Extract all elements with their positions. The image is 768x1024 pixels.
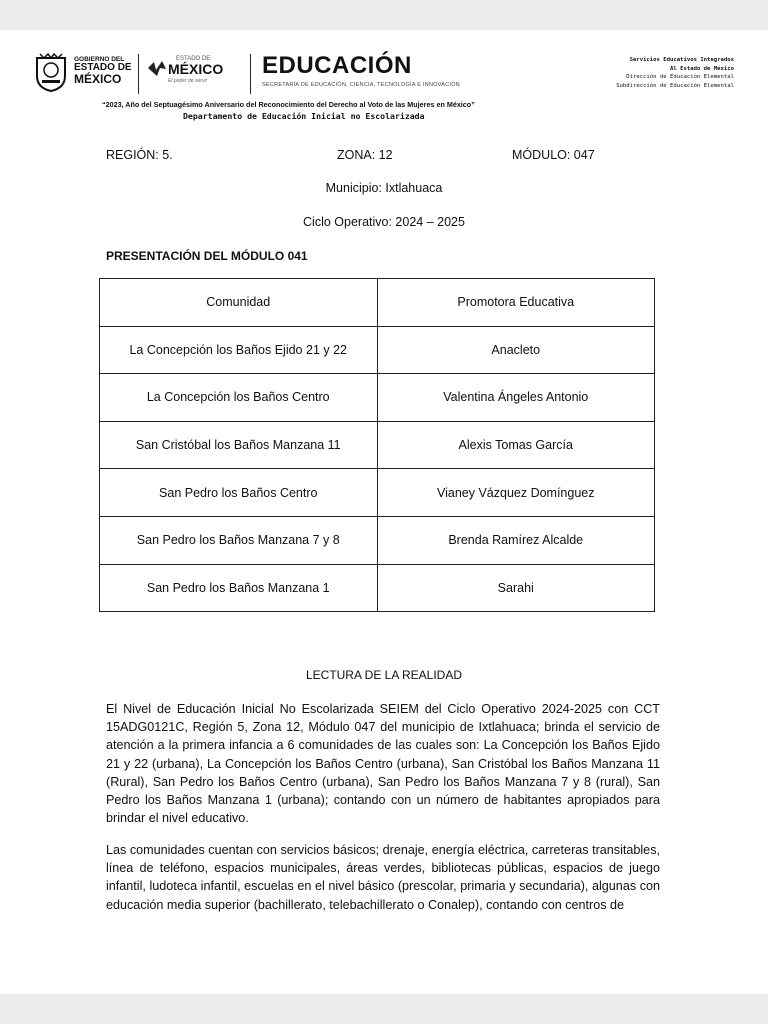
- community-cell: San Cristóbal los Baños Manzana 11: [100, 421, 378, 469]
- document-page: [0, 30, 768, 994]
- header-divider: [250, 54, 251, 94]
- motto-line: “2023, Año del Septuagésimo Aniversario del Reconocimiento del Derecho al Voto de las Mujeres en México”: [102, 100, 475, 109]
- municipio-label: Municipio: Ixtlahuaca: [325, 181, 443, 195]
- community-cell: San Pedro los Baños Manzana 7 y 8: [100, 516, 378, 564]
- gob-line-3: MÉXICO: [74, 72, 122, 86]
- community-cell: San Pedro los Baños Centro: [100, 469, 378, 517]
- table-row: [100, 516, 655, 564]
- region-label: REGIÓN: 5.: [106, 148, 173, 162]
- seiem-line-1: Servicios Educativos Integrados: [629, 57, 734, 63]
- table-row: [100, 326, 655, 374]
- ciclo-label: Ciclo Operativo: 2024 – 2025: [303, 215, 465, 229]
- promotora-cell: Valentina Ángeles Antonio: [377, 374, 655, 422]
- table-row: [100, 374, 655, 422]
- gob-line-1: GOBIERNO DEL: [74, 56, 125, 63]
- promotora-cell: Alexis Tomas García: [377, 421, 655, 469]
- table-row: [100, 564, 655, 612]
- state-seal-icon: [34, 52, 68, 92]
- column-header: Comunidad: [100, 279, 378, 327]
- paragraph-1: El Nivel de Educación Inicial No Escolarizada SEIEM del Ciclo Operativo 2024-2025 con CCT 15ADG0121C, Región 5, Zona 12, Módulo 047 del municipio de Ixtlahuaca; brinda el servicio de atención a la primera infancia a 6 comunidades de las cuales son: La Concepción los Baños Ejido 21 y 22 (urbana), La Concepción los Baños Centro (urbana), San Cristóbal los Baños Manzana 11 (Rural), San Pedro los Baños Centro (urbana), San Pedro los Baños Manzana 7 y 8 (rural), San Pedro los Baños Manzana 1 (urbana); contando con un número de habitantes apropiados para brindar el nivel educativo.: [106, 702, 660, 826]
- edomex-subtitle: El poder de servir: [168, 78, 208, 84]
- viewer-top-band: [0, 0, 768, 30]
- module-table: [99, 278, 655, 612]
- promotora-cell: Brenda Ramírez Alcalde: [377, 516, 655, 564]
- seiem-line-4: Subdirección de Educación Elemental: [616, 82, 734, 89]
- table-header-row: [100, 279, 655, 327]
- promotora-cell: Anacleto: [377, 326, 655, 374]
- edomex-name: MÉXICO: [168, 61, 224, 77]
- header-divider: [138, 54, 139, 94]
- promotora-cell: Vianey Vázquez Domínguez: [377, 469, 655, 517]
- education-subtitle: SECRETARÍA DE EDUCACIÓN, CIENCIA, TECNOLOGÍA E INNOVACIÓN: [262, 82, 460, 88]
- viewer-bottom-band: [0, 994, 768, 1024]
- community-cell: San Pedro los Baños Manzana 1: [100, 564, 378, 612]
- edomex-emblem-icon: [146, 58, 168, 80]
- zona-label: ZONA: 12: [337, 148, 393, 162]
- gobierno-logo-text: [74, 56, 132, 85]
- table-row: [100, 469, 655, 517]
- department-name: Departamento de Educación Inicial no Escolarizada: [183, 111, 425, 121]
- seiem-block: [616, 56, 734, 90]
- edomex-logo: [146, 56, 236, 96]
- seiem-line-2: Al Estado de México: [670, 65, 734, 72]
- paragraph-2: Las comunidades cuentan con servicios básicos; drenaje, energía eléctrica, carreteras transitables, línea de teléfono, espacios municipales, áreas verdes, bibliotecas públicas, espacios de juego infantil, ludoteca infantil, escuelas en el nivel básico (prescolar, primaria y secundaria), algunas con educación media superior (bachillerato, telebachillerato o Conalep), contando con centros de: [106, 843, 660, 912]
- education-title: EDUCACIÓN: [262, 52, 412, 79]
- table-row: [100, 421, 655, 469]
- community-cell: La Concepción los Baños Ejido 21 y 22: [100, 326, 378, 374]
- promotora-cell: Sarahi: [377, 564, 655, 612]
- seiem-line-3: Dirección de Educación Elemental: [626, 74, 734, 80]
- column-header: Promotora Educativa: [377, 279, 655, 327]
- edomex-small-text: ESTADO DE: [176, 56, 211, 62]
- letterhead: [34, 48, 734, 108]
- gob-line-2: ESTADO DE: [74, 62, 132, 73]
- presentation-title: PRESENTACIÓN DEL MÓDULO 041: [106, 249, 308, 263]
- modulo-label: MÓDULO: 047: [512, 148, 595, 162]
- lectura-title: LECTURA DE LA REALIDAD: [305, 668, 463, 682]
- community-cell: La Concepción los Baños Centro: [100, 374, 378, 422]
